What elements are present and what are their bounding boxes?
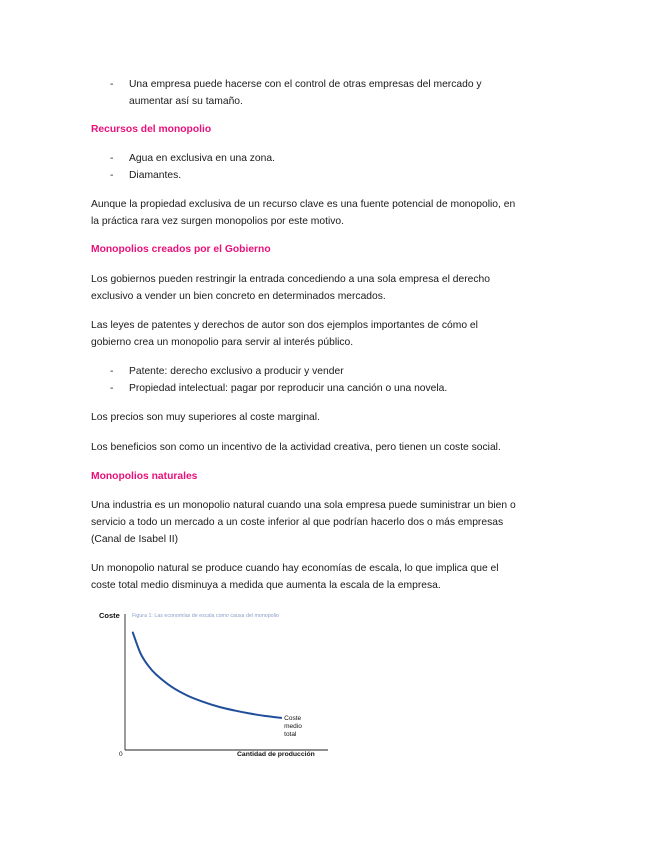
bullet-text: Diamantes.: [129, 170, 182, 181]
paragraph-recursos-line2: la práctica rara vez surgen monopolios por este motivo.: [91, 216, 344, 227]
bullet-dash: -: [110, 153, 114, 164]
data-point-0: [132, 632, 134, 634]
data-point-8: [234, 710, 236, 712]
bullet-text: Agua en exclusiva en una zona.: [129, 153, 275, 164]
paragraph-gobierno-4: Los beneficios son como un incentivo de la actividad creativa, pero tienen un coste social.: [91, 442, 501, 453]
data-point-10: [265, 715, 267, 717]
data-point-3: [155, 674, 157, 676]
series-label-line2: medio: [284, 722, 302, 730]
paragraph-naturales-2-line2: coste total medio disminuya a medida que aumenta la escala de la empresa.: [91, 580, 441, 591]
chart-title: Figura 1: Las economías de escala como causa del monopolio: [132, 613, 279, 619]
chart-svg: [96, 604, 332, 764]
data-point-11: [280, 717, 282, 719]
economies-of-scale-chart: [96, 604, 332, 764]
series-label-line3: total: [284, 730, 297, 738]
paragraph-gobierno-1-line1: Los gobiernos pueden restringir la entrada concediendo a una sola empresa el derecho: [91, 274, 490, 285]
x-axis-label: Cantidad de producción: [237, 751, 315, 758]
bullet-dash: -: [110, 170, 114, 181]
paragraph-gobierno-1-line2: exclusivo a vender un bien concreto en determinados mercados.: [91, 291, 386, 302]
paragraph-naturales-1-line1: Una industria es un monopolio natural cuando una sola empresa puede suministrar un bien o: [91, 500, 516, 511]
heading-recursos: Recursos del monopolio: [91, 124, 212, 135]
data-point-2: [148, 665, 150, 667]
data-point-1: [140, 653, 142, 655]
data-point-4: [171, 686, 173, 688]
bullet-dash: -: [110, 79, 114, 90]
bullet-dash: -: [110, 366, 114, 377]
heading-gobierno: Monopolios creados por el Gobierno: [91, 244, 271, 255]
paragraph-naturales-2-line1: Un monopolio natural se produce cuando hay economías de escala, lo que implica que el: [91, 563, 499, 574]
data-point-6: [202, 701, 204, 703]
origin-label: 0: [119, 751, 123, 758]
bullet-text: Propiedad intelectual: pagar por reproducir una canción o una novela.: [129, 383, 448, 394]
paragraph-naturales-1-line2: servicio a todo un mercado a un coste inferior al que podrían hacerlo dos o más empresas: [91, 517, 504, 528]
bullet-text-line1: Una empresa puede hacerse con el control de otras empresas del mercado y: [129, 79, 482, 90]
data-point-7: [218, 706, 220, 708]
data-point-5: [187, 695, 189, 697]
series-points: [132, 632, 282, 719]
heading-naturales: Monopolios naturales: [91, 471, 198, 482]
y-axis-label: Coste: [99, 611, 120, 620]
paragraph-gobierno-3: Los precios son muy superiores al coste marginal.: [91, 412, 320, 423]
bullet-text: Patente: derecho exclusivo a producir y vender: [129, 366, 344, 377]
series-line-coste-medio-total: [133, 633, 281, 718]
bullet-text-line2: aumentar así su tamaño.: [129, 96, 243, 107]
series-label-line1: Coste: [284, 714, 302, 722]
paragraph-naturales-1-line3: (Canal de Isabel II): [91, 534, 178, 545]
bullet-dash: -: [110, 383, 114, 394]
data-point-9: [249, 713, 251, 715]
paragraph-gobierno-2-line2: gobierno crea un monopolio para servir al interés público.: [91, 337, 354, 348]
paragraph-gobierno-2-line1: Las leyes de patentes y derechos de autor son dos ejemplos importantes de cómo el: [91, 320, 478, 331]
paragraph-recursos-line1: Aunque la propiedad exclusiva de un recurso clave es una fuente potencial de monopolio, en: [91, 199, 516, 210]
